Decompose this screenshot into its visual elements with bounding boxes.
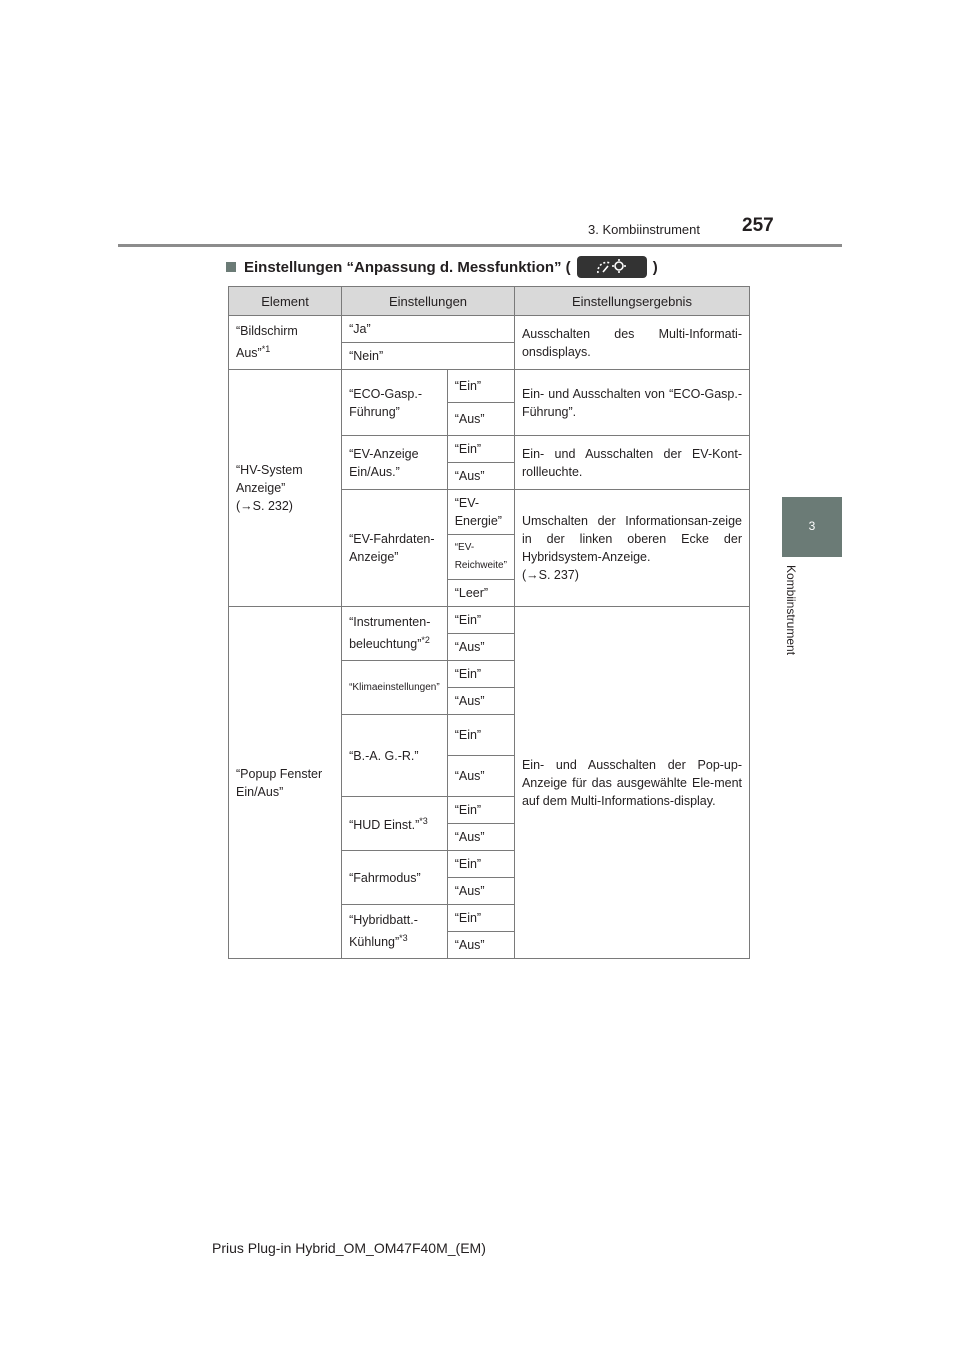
element-bildschirm: “Bildschirm Aus” xyxy=(236,324,298,361)
gauge-gear-icon xyxy=(577,256,647,278)
footer-doc-id: Prius Plug-in Hybrid_OM_OM47F40M_(EM) xyxy=(212,1240,486,1256)
option-cell: “Aus” xyxy=(447,403,514,436)
result-cell: Ein- und Ausschalten der EV-Kont-rollleuchte. xyxy=(514,436,749,490)
header-rule xyxy=(118,244,842,247)
option-cell: “Ein” xyxy=(447,661,514,688)
header-settings: Einstellungen xyxy=(342,287,515,316)
setting-label-cell: “EV-Anzeige Ein/Aus.” xyxy=(342,436,448,490)
footnote-ref: *3 xyxy=(399,933,408,944)
setting-hybrid: “Hybridbatt.-Kühlung” xyxy=(349,913,418,950)
setting-label-cell: “B.-A. G.-R.” xyxy=(342,715,448,797)
table-row xyxy=(229,607,750,634)
setting-label-cell xyxy=(342,797,448,851)
option-cell: “Aus” xyxy=(447,756,514,797)
section-title: 3. Kombiinstrument xyxy=(588,222,700,237)
setting-label-cell xyxy=(342,607,448,661)
element-cell xyxy=(229,370,342,607)
element-cell: “Popup Fenster Ein/Aus” xyxy=(229,607,342,959)
result-ref: (→S. 237) xyxy=(521,568,579,582)
setting-label-cell: “Fahrmodus” xyxy=(342,851,448,905)
heading-suffix: ) xyxy=(652,258,658,276)
option-cell: “Aus” xyxy=(447,932,514,959)
setting-hud: “HUD Einst.” xyxy=(349,818,420,833)
result-text: Umschalten der Informationsan-zeige in der linken oberen Ecke der Hybridsystem-Anzeige. xyxy=(521,514,742,564)
option-cell: “Ein” xyxy=(447,370,514,403)
option-cell: “Leer” xyxy=(447,580,514,607)
option-cell: “Nein” xyxy=(342,343,515,370)
element-hv-line1: “HV-System xyxy=(236,463,303,477)
settings-table xyxy=(228,286,750,959)
chapter-number: 3 xyxy=(808,519,816,533)
heading-text: Einstellungen “Anpassung d. Messfunktion” ( xyxy=(244,258,571,276)
option-cell: “Aus” xyxy=(447,463,514,490)
option-cell: “Ein” xyxy=(447,436,514,463)
option-cell: “Ein” xyxy=(447,607,514,634)
setting-instr: “Instrumenten-beleuchtung” xyxy=(349,615,431,652)
footnote-ref: *3 xyxy=(419,816,428,827)
option-cell: “Ein” xyxy=(447,715,514,756)
page-number: 257 xyxy=(742,215,774,236)
section-heading xyxy=(226,256,658,278)
header-result: Einstellungsergebnis xyxy=(514,287,749,316)
element-hv-ref: (→S. 232) xyxy=(236,499,293,513)
option-cell: “Ein” xyxy=(447,851,514,878)
setting-label-cell: “EV-Fahrdaten-Anzeige” xyxy=(342,490,448,607)
option-cell: “EV-Energie” xyxy=(447,490,514,535)
option-cell: “Ein” xyxy=(447,797,514,824)
option-cell: “EV-Reichweite” xyxy=(447,535,514,580)
footnote-ref: *2 xyxy=(421,635,430,646)
element-hv-line2: Anzeige” xyxy=(236,481,286,495)
footnote-ref: *1 xyxy=(261,344,271,355)
option-cell: “Aus” xyxy=(447,634,514,661)
option-cell: “Aus” xyxy=(447,824,514,851)
setting-label-cell: “ECO-Gasp.-Führung” xyxy=(342,370,448,436)
chapter-label: Kombiinstrument xyxy=(784,565,798,656)
heading-square-icon xyxy=(226,262,236,272)
option-cell: “Ja” xyxy=(342,316,515,343)
option-cell: “Ein” xyxy=(447,905,514,932)
setting-label-cell: “Klimaeinstellungen” xyxy=(342,661,448,715)
element-cell xyxy=(229,316,342,370)
result-cell: Ausschalten des Multi-Informati-onsdisplays. xyxy=(514,316,749,370)
setting-label-cell xyxy=(342,905,448,959)
option-cell: “Aus” xyxy=(447,688,514,715)
result-cell xyxy=(514,490,749,607)
header-element: Element xyxy=(229,287,342,316)
result-cell: Ein- und Ausschalten der Pop-up-Anzeige für das ausgewählte Ele-ment auf dem Multi-Informations-display. xyxy=(514,607,749,959)
table-header-row xyxy=(229,287,750,316)
table-row xyxy=(229,316,750,343)
table-row xyxy=(229,370,750,403)
result-cell: Ein- und Ausschalten von “ECO-Gasp.-Führung”. xyxy=(514,370,749,436)
option-cell: “Aus” xyxy=(447,878,514,905)
